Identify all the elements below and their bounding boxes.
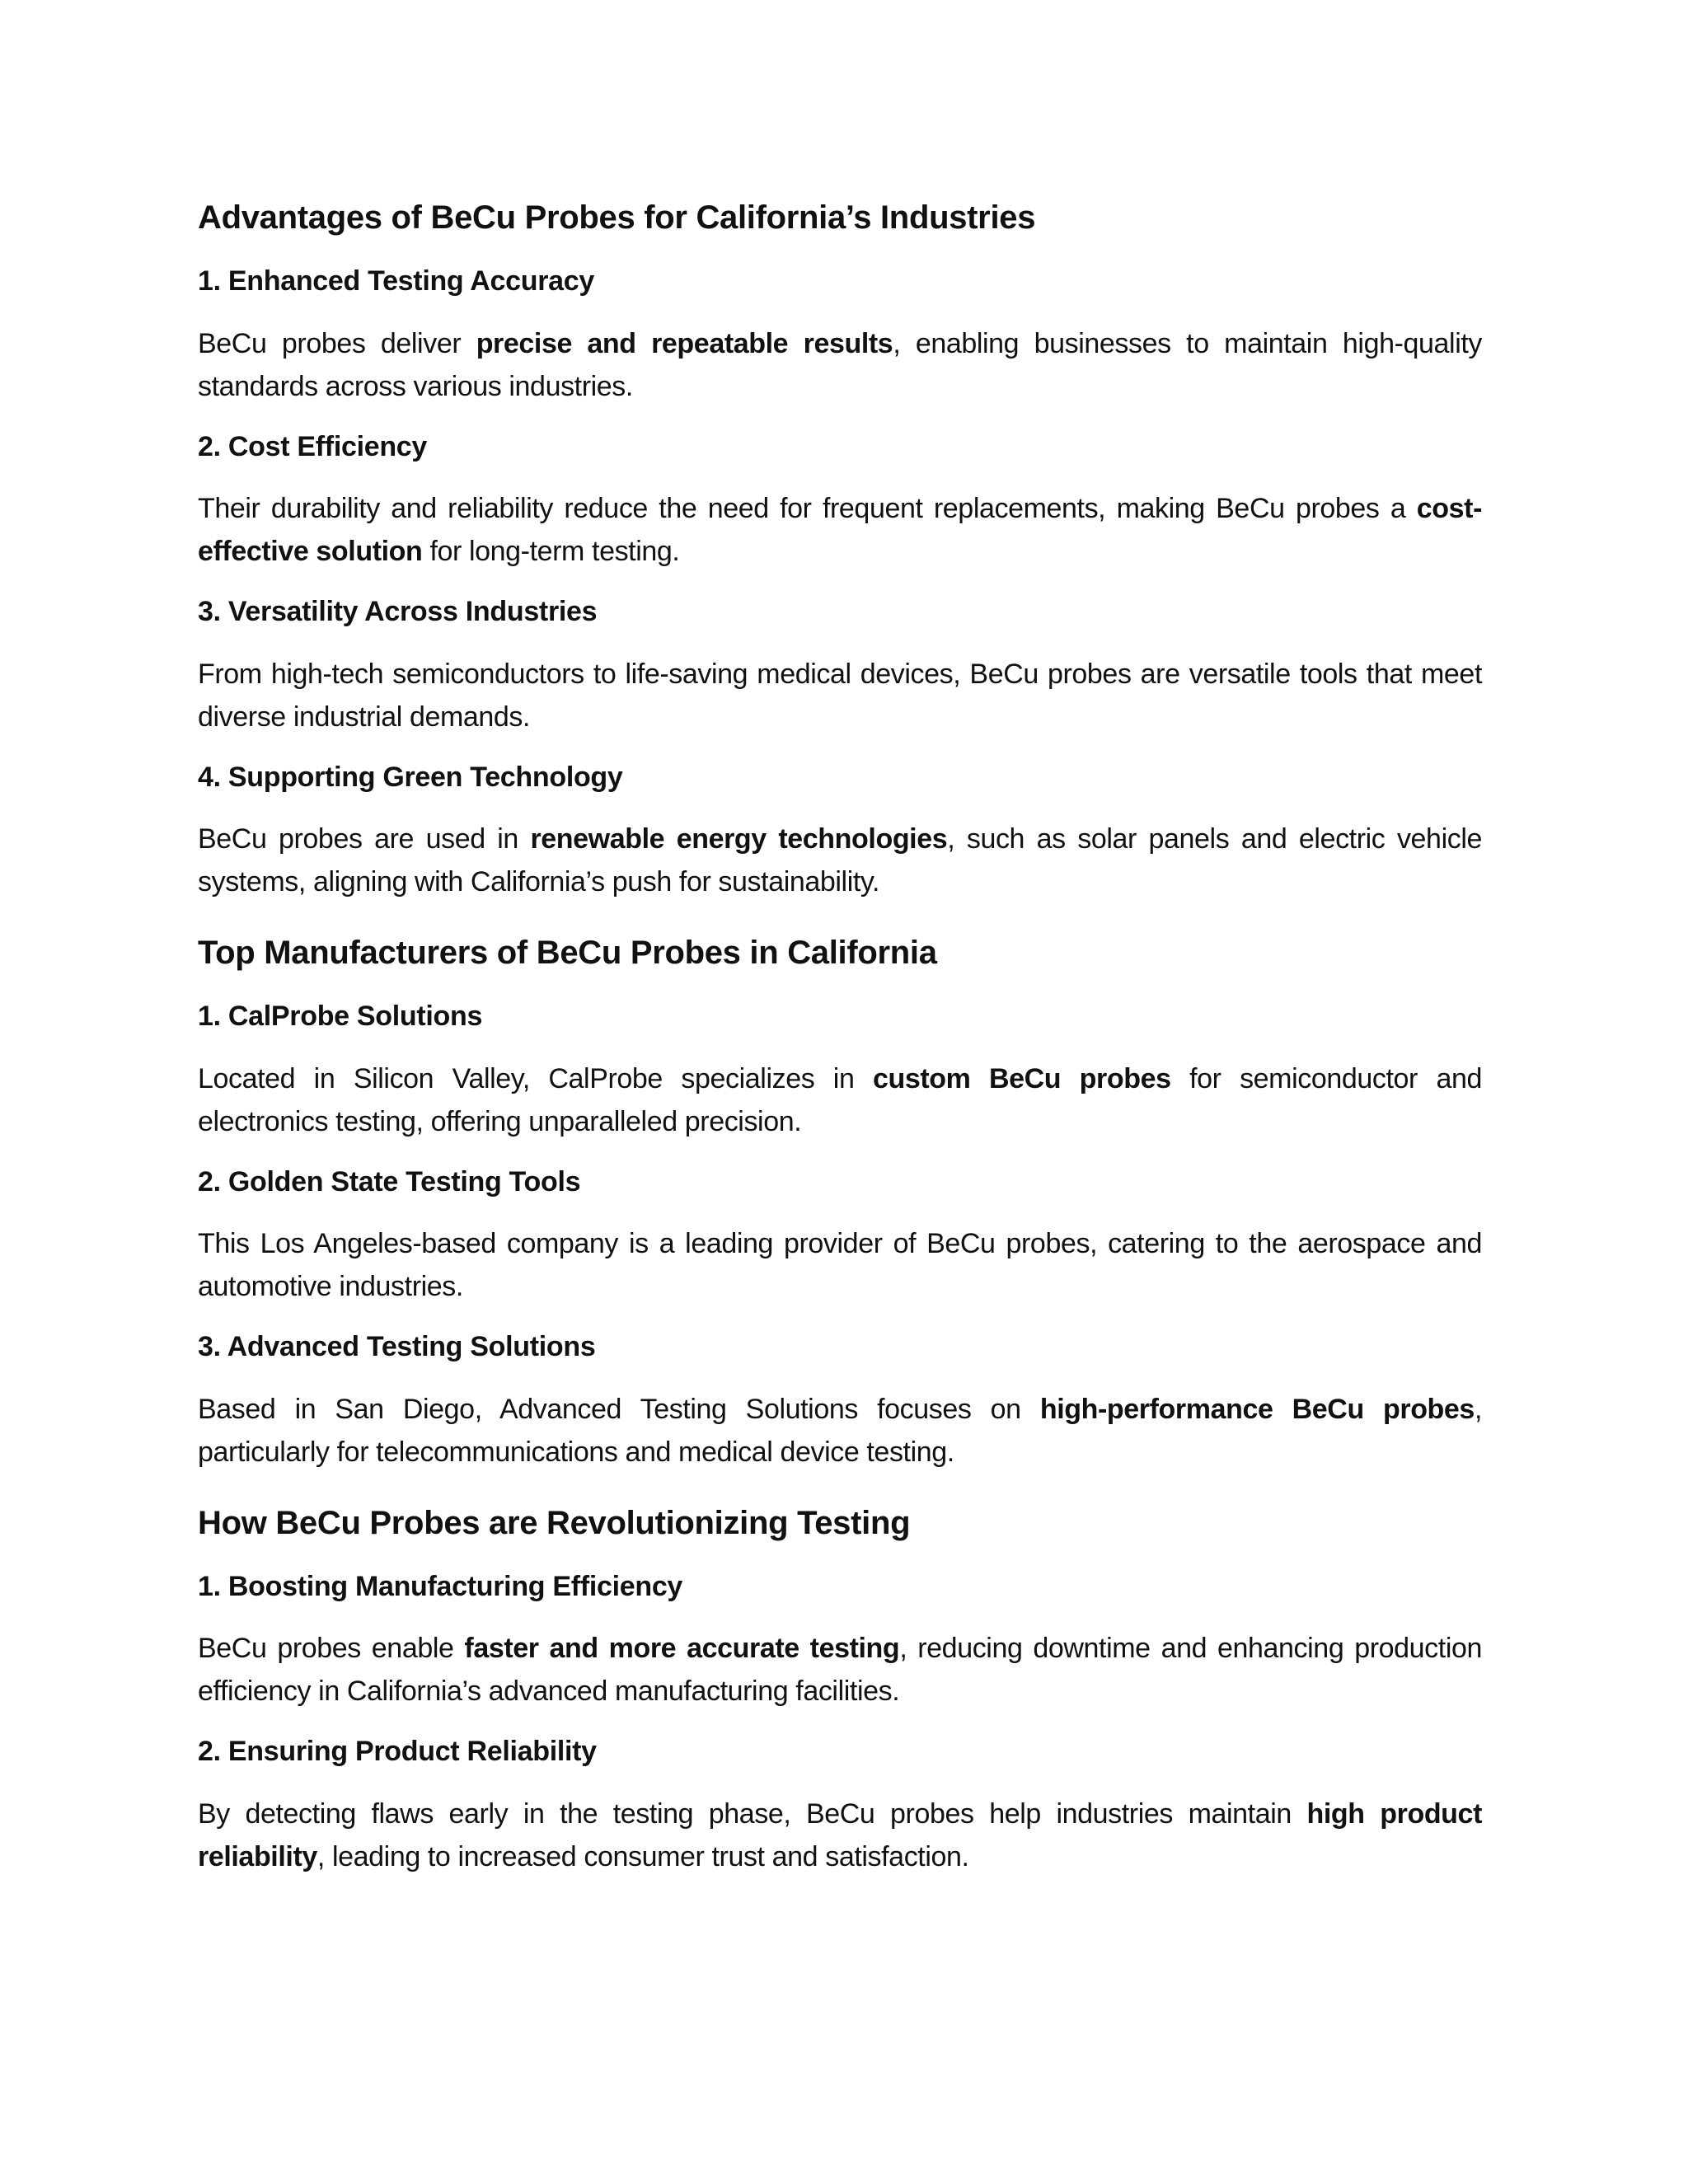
item-paragraph: Located in Silicon Valley, CalProbe specializes in custom BeCu probes for semiconductor and electronics testing, offering unparalleled precision.	[198, 1062, 1482, 1137]
section-advantages	[198, 196, 1482, 903]
section-manufacturers	[198, 931, 1482, 1474]
item-paragraph: By detecting flaws early in the testing phase, BeCu probes help industries maintain high product reliability, leading to increased consumer trust and satisfaction.	[198, 1797, 1482, 1872]
item-paragraph: From high-tech semiconductors to life-saving medical devices, BeCu probes are versatile tools that meet diverse industrial demands.	[198, 658, 1482, 733]
item-heading: 2. Golden State Testing Tools	[198, 1165, 581, 1197]
section-heading: Top Manufacturers of BeCu Probes in California	[198, 935, 937, 971]
item-heading: 1. Enhanced Testing Accuracy	[198, 265, 594, 297]
item-heading: 1. Boosting Manufacturing Efficiency	[198, 1570, 683, 1602]
item-paragraph: BeCu probes are used in renewable energy technologies, such as solar panels and electric vehicle systems, aligning with California’s push for sustainability.	[198, 823, 1482, 898]
item-paragraph: Based in San Diego, Advanced Testing Solutions focuses on high-performance BeCu probes, particularly for telecommunications and medical device testing.	[198, 1393, 1482, 1468]
item-paragraph: BeCu probes deliver precise and repeatable results, enabling businesses to maintain high-quality standards across various industries.	[198, 327, 1482, 402]
item-paragraph: BeCu probes enable faster and more accurate testing, reducing downtime and enhancing production efficiency in California’s advanced manufacturing facilities.	[198, 1633, 1482, 1707]
item-paragraph: Their durability and reliability reduce the need for frequent replacements, making BeCu probes a cost-effective solution for long-term testing.	[198, 493, 1482, 567]
section-heading: How BeCu Probes are Revolutionizing Testing	[198, 1504, 911, 1541]
section-heading: Advantages of BeCu Probes for California’s Industries	[198, 199, 1036, 236]
document-page	[198, 196, 1482, 1900]
item-heading: 4. Supporting Green Technology	[198, 761, 623, 793]
item-heading: 2. Ensuring Product Reliability	[198, 1736, 597, 1767]
item-heading: 1. CalProbe Solutions	[198, 1001, 483, 1032]
item-paragraph: This Los Angeles-based company is a leading provider of BeCu probes, catering to the aerospace and automotive industries.	[198, 1228, 1482, 1302]
section-revolutionizing	[198, 1502, 1482, 1878]
item-heading: 3. Versatility Across Industries	[198, 596, 598, 627]
item-heading: 3. Advanced Testing Solutions	[198, 1331, 596, 1362]
item-heading: 2. Cost Efficiency	[198, 430, 428, 462]
